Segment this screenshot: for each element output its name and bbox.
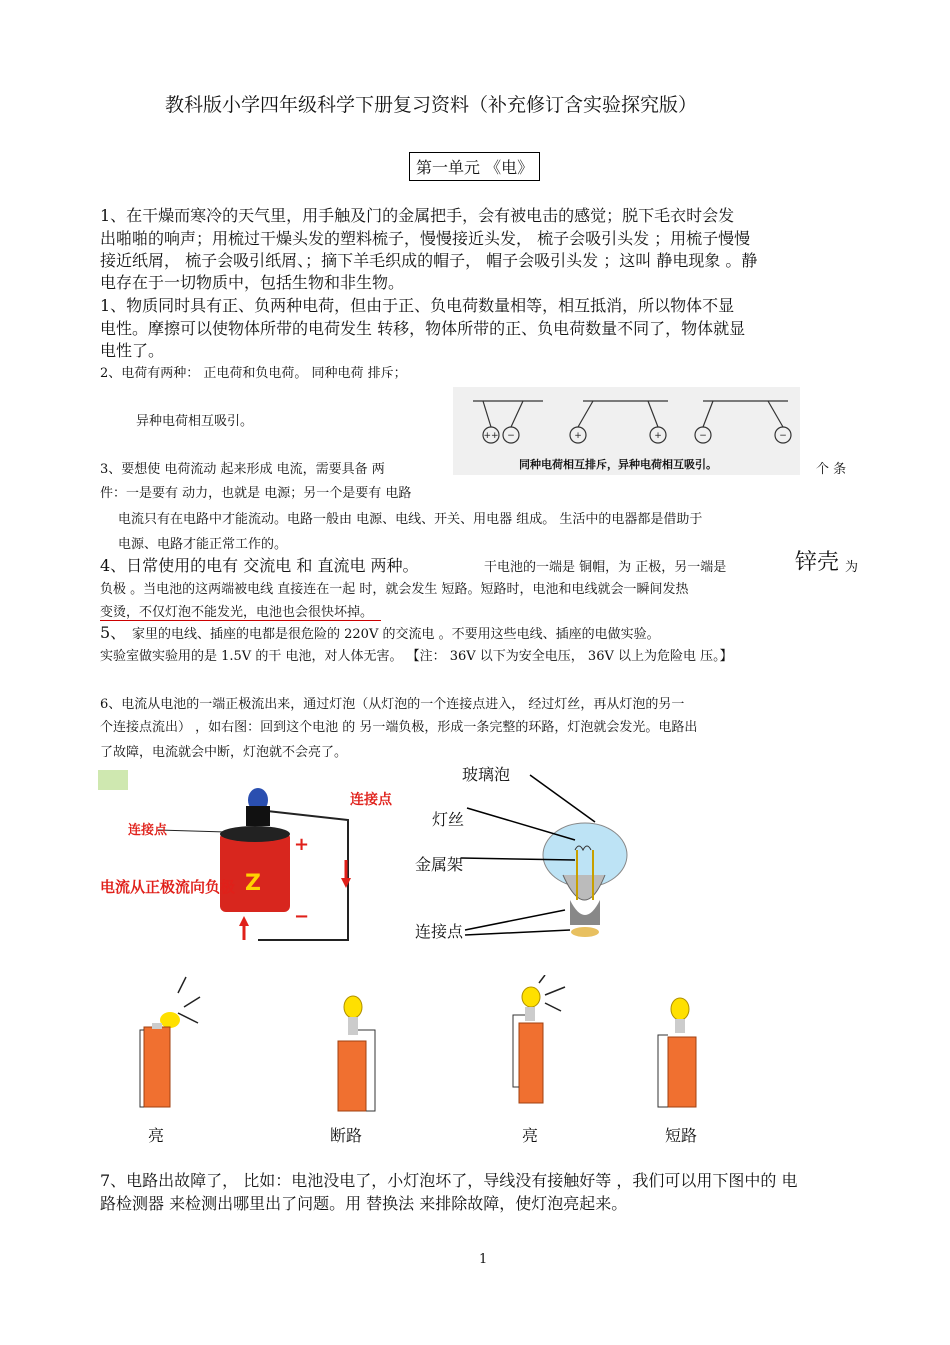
text-line: 出啪啪的响声；用梳过干燥头发的塑料梳子，慢慢接近头发， 梳子会吸引头发 ；用梳子慢慢	[100, 229, 751, 248]
text-line: 电性。摩擦可以使物体所带的电荷发生 转移，物体所带的正、负电荷数量不同了，物体就显	[100, 319, 746, 338]
svg-text:+: +	[574, 431, 582, 441]
battery-label-conn-top: 连接点	[350, 792, 392, 808]
text-line: 电流只有在电路中才能流动。电路一般由 电源、电线、开关、用电器 组成。 生活中的电器都是借助于	[118, 512, 703, 527]
text-line: 7、电路出故障了， 比如：电池没电了，小灯泡坏了，导线没有接触好等 ，我们可以用下图中的 电	[100, 1171, 798, 1190]
charge-diagram	[453, 387, 800, 475]
text-line: 负极 。当电池的这两端被电线 直接连在一起 时，就会发生 短路。短路时，电池和电线就会一瞬间发热	[100, 582, 689, 597]
text-line: 2、电荷有两种： 正电荷和负电荷。 同种电荷 排斥；	[100, 366, 407, 381]
circuit-caption-3: 亮	[522, 1126, 539, 1145]
text-line: 个连接点流出） ，如右图：回到这个电池 的 另一端负极，形成一条完整的环路，灯泡就会发光。电路出	[100, 720, 698, 735]
circuit-svg	[130, 975, 210, 1115]
circuit-example-3	[505, 975, 585, 1115]
text-line: 电性了。	[100, 341, 165, 360]
bulb-label-glass: 玻璃泡	[462, 765, 511, 784]
battery-label-minus: −	[294, 906, 310, 927]
page-number: 1	[479, 1252, 488, 1267]
unit-title: 第一单元 《电》	[409, 152, 540, 181]
circuit-example-1	[130, 975, 210, 1115]
text-line: 路检测器 来检测出哪里出了问题。用 替换法 来排除故障，使灯泡亮起来。	[100, 1194, 628, 1213]
circuit-caption-4: 短路	[665, 1126, 698, 1145]
text-line: 1、物质同时具有正、负两种电荷，但由于正、负电荷数量相等，相互抵消，所以物体不显	[100, 296, 735, 315]
bulb-structure-figure	[405, 760, 655, 950]
circuit-example-4	[650, 995, 730, 1115]
svg-text:−: −	[507, 431, 515, 441]
text-line: 电源、电路才能正常工作的。	[118, 537, 288, 552]
circuit-svg	[330, 995, 410, 1115]
circuit-caption-1: 亮	[148, 1126, 165, 1145]
text-line: 家里的电线、插座的电都是很危险的 220V 的交流电 。不要用这些电线、插座的电做实验。	[132, 627, 660, 642]
circuit-svg	[505, 975, 585, 1115]
bulb-structure-svg	[405, 760, 655, 950]
battery-label-flow: 电流从正极流向负极	[100, 878, 236, 896]
circuit-example-2	[330, 995, 410, 1115]
text-line: 1、在干燥而寒冷的天气里，用手触及门的金属把手，会有被电击的感觉；脱下毛衣时会发	[100, 206, 735, 225]
battery-figure	[98, 770, 408, 950]
text-line: 为	[845, 560, 859, 575]
page-title: 教科版小学四年级科学下册复习资料（补充修订含实验探究版）	[165, 94, 698, 116]
text-line: 了故障，电流就会中断，灯泡就不会亮了。	[100, 745, 348, 760]
bulb-label-filament: 灯丝	[432, 810, 465, 829]
battery-label-conn-left: 连接点	[128, 823, 168, 838]
text-line: 个 条	[816, 462, 847, 477]
charge-diagram-svg	[453, 387, 800, 475]
svg-text:++: ++	[483, 431, 499, 441]
circuit-svg	[650, 995, 730, 1115]
text-line: 6、电流从电池的一端正极流出来，通过灯泡（从灯泡的一个连接点进入， 经过灯丝，再从灯泡的另一	[100, 697, 685, 712]
charge-caption: 同种电荷相互排斥，异种电荷相互吸引。	[519, 458, 717, 471]
svg-text:−: −	[779, 431, 787, 441]
bulb-label-conn: 连接点	[415, 922, 464, 941]
text-line: 异种电荷相互吸引。	[136, 414, 254, 429]
text-line: 4、日常使用的电有 交流电 和 直流电 两种。	[100, 556, 419, 575]
text-line: 实验室做实验用的是 1.5V 的干 电池，对人体无害。 【注： 36V 以下为安全电压， 36V 以上为危险电 压。】	[100, 649, 733, 664]
battery-label-plus: +	[294, 834, 310, 855]
svg-text:Z: Z	[245, 871, 261, 896]
text-line: 干电池的一端是 铜帽，为 正极，另一端是	[484, 560, 727, 575]
text-line: 接近纸屑， 梳子会吸引纸屑、；摘下羊毛织成的帽子， 帽子会吸引头发 ；这叫 静电现象 。静	[100, 251, 758, 270]
text-line: 变烫，不仅灯泡不能发光，电池也会很快坏掉。	[100, 601, 381, 621]
svg-text:−: −	[699, 431, 707, 441]
text-line: 电存在于一切物质中，包括生物和非生物。	[100, 273, 405, 292]
text-line: 5、	[100, 623, 127, 642]
bulb-label-frame: 金属架	[415, 855, 464, 874]
circuit-caption-2: 断路	[330, 1126, 363, 1145]
text-big: 锌壳	[795, 550, 840, 575]
text-line: 件：一是要有 动力，也就是 电源；另一个是要有 电路	[100, 486, 412, 501]
text-line: 3、要想使 电荷流动 起来形成 电流，需要具备 两	[100, 462, 385, 477]
svg-text:+: +	[654, 431, 662, 441]
battery-figure-svg	[98, 770, 408, 950]
